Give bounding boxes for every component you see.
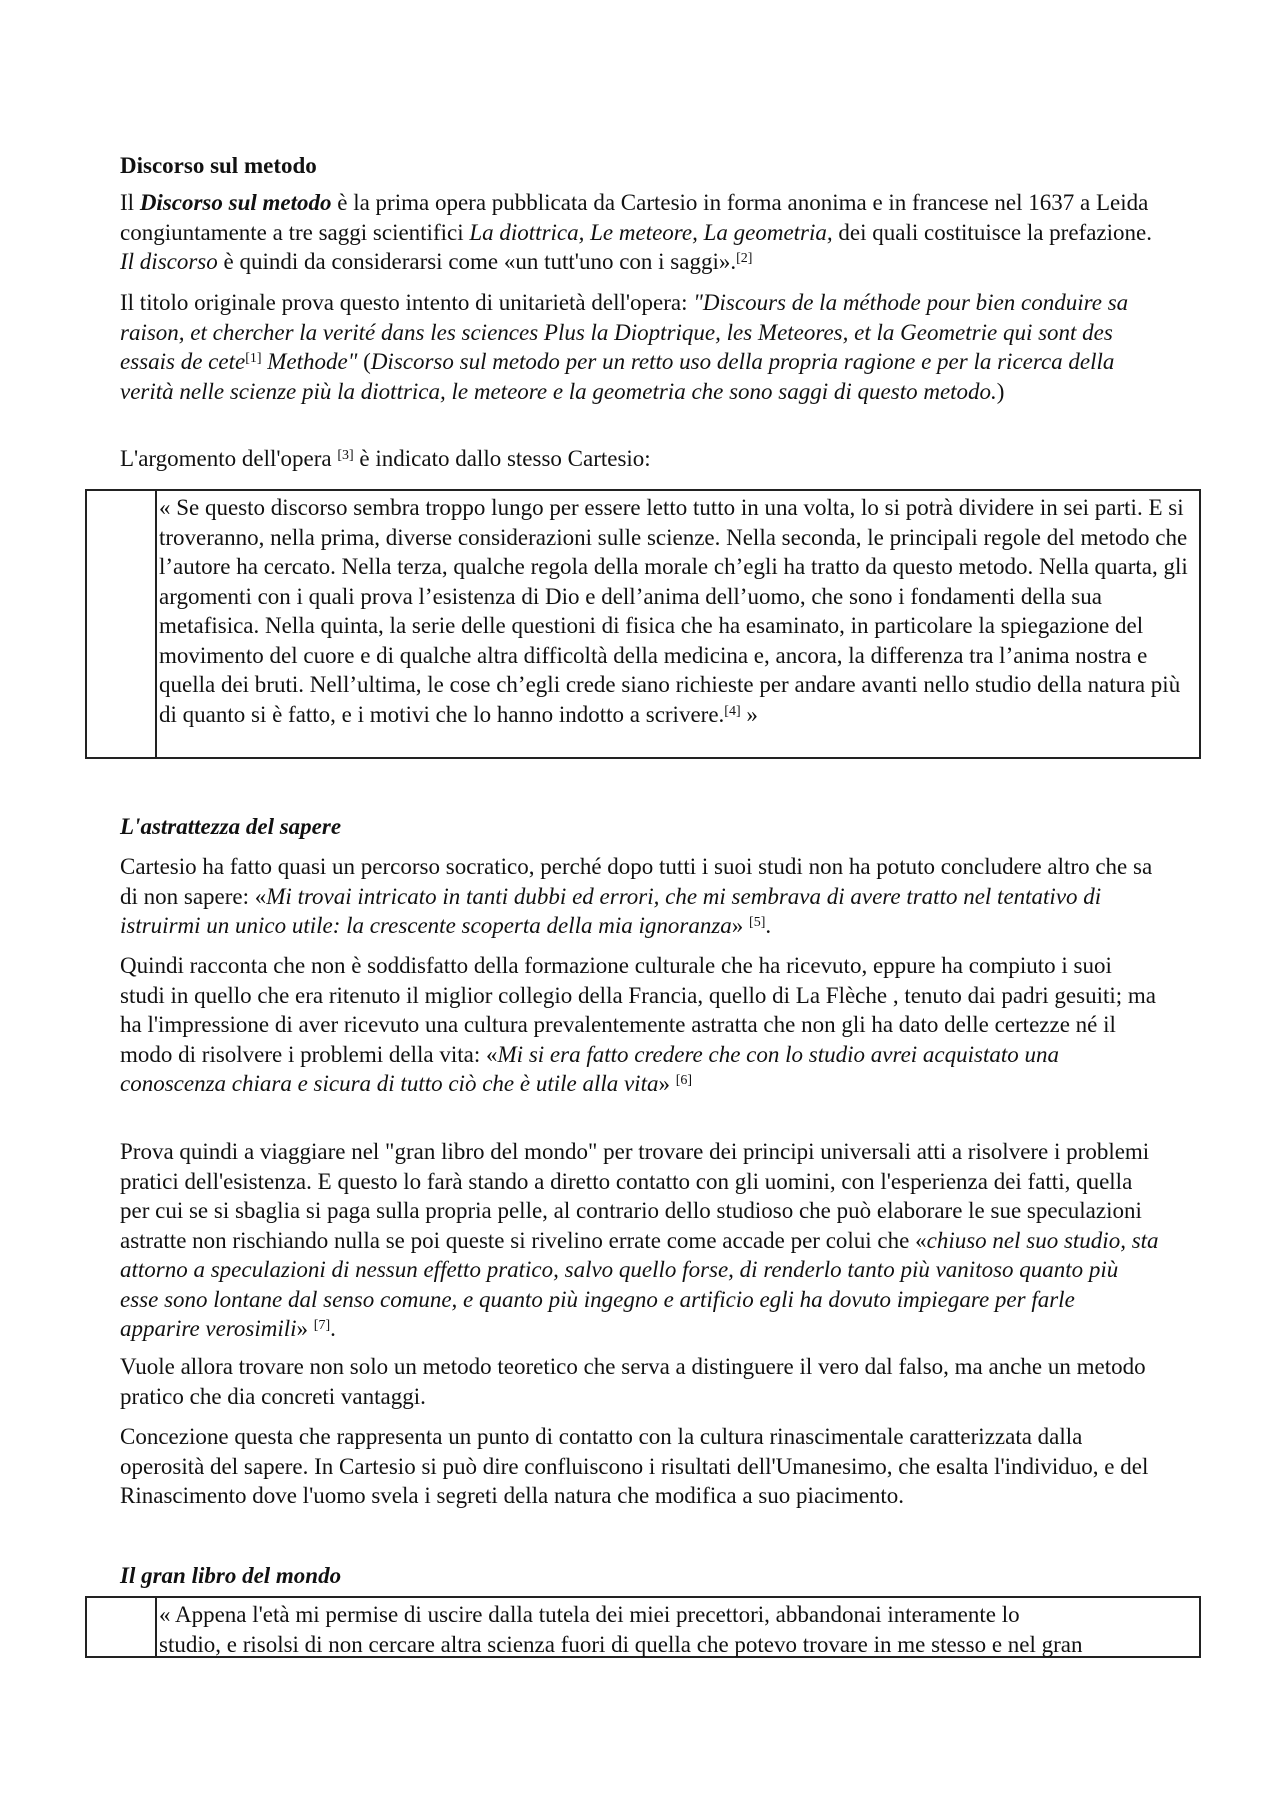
quote-gutter [87, 491, 157, 757]
paragraph-intro: Il Discorso sul metodo è la prima opera pubblicata da Cartesio in forma anonima e in francese nel 1637 a Leida congiuntamente a tre saggi scientifici La diottrica, Le meteore, La geometria, dei quali costituisce la prefazione. Il discorso è quindi da considerarsi come «un tutt'uno con i saggi».[2] [120, 190, 1152, 274]
section-heading-discorso: Discorso sul metodo [120, 153, 317, 178]
footnote-ref-4[interactable]: [4] [724, 703, 741, 719]
quote-line-2: studio, e risolsi di non cercare altra scienza fuori di quella che potevo trovare in me stesso e nel gran [159, 1631, 1083, 1657]
section-heading-astrattezza: L'astrattezza del sapere [120, 814, 342, 839]
paragraph-titolo: Il titolo originale prova questo intento di unitarietà dell'opera: "Discours de la méthode pour bien conduire sa raison, et chercher la verité dans les sciences Plus la Dioptrique, les Meteores, et la Geometrie qui sont des essais de cete[1] Methode" (Discorso sul metodo per un retto uso della propria ragione e per la ricerca della verità nelle scienze più la diottrica, le meteore e la geometria che sono saggi di questo metodo.) [120, 290, 1129, 404]
section-heading-gran-libro: Il gran libro del mondo [120, 1563, 342, 1588]
footnote-ref-3[interactable]: [3] [337, 448, 354, 463]
quote-gutter [87, 1598, 157, 1656]
footnote-ref-7[interactable]: [7] [313, 1318, 331, 1333]
quote-box-gran-libro [85, 1596, 1201, 1658]
paragraph-metodo-pratico: Vuole allora trovare non solo un metodo teoretico che serva a distinguere il vero dal falso, ma anche un metodo pratico che dia concreti vantaggi. [120, 1354, 1146, 1409]
paragraph-viaggiare: Prova quindi a viaggiare nel "gran libro del mondo" per trovare dei principi universali atti a risolvere i problemi pratici dell'esistenza. E questo lo farà stando a diretto contatto con gli uomini, con l'esperienza dei fatti, quella per cui se si sbaglia si paga sulla propria pelle, al contrario dello studioso che può elaborare le sue speculazioni astratte non rischiando nulla se poi queste si rivelino errate come accade per colui che «chiuso nel suo studio, sta attorno a speculazioni di nessun effetto pratico, salvo quello forse, di renderlo tanto più vanitoso quanto più esse sono lontane dal senso comune, e quanto più ingegno e artificio egli ha dovuto impiegare per farle apparire verosimili» [7]. [120, 1139, 1159, 1341]
quote-text [159, 1598, 1203, 1663]
footnote-ref-1[interactable]: [1] [245, 351, 262, 366]
footnote-ref-6[interactable]: [6] [675, 1073, 693, 1088]
quote-box-argomento [85, 489, 1201, 759]
footnote-ref-5[interactable]: [5] [749, 915, 766, 930]
paragraph-concezione: Concezione questa che rappresenta un punto di contatto con la cultura rinascimentale caratterizzata dalla operosità del sapere. In Cartesio si può dire confluiscono i risultati dell'Umanesimo, che esalta l'individuo, e del Rinascimento dove l'uomo svela i segreti della natura che modifica a suo piacimento. [120, 1424, 1149, 1508]
footnote-ref-2[interactable]: [2] [736, 251, 753, 266]
quote-line-1: « Appena l'età mi permise di uscire dalla tutela dei miei precettori, abbandonai interamente lo [159, 1602, 1020, 1627]
paragraph-argomento: L'argomento dell'opera [3] è indicato dallo stesso Cartesio: [120, 446, 651, 471]
paragraph-formazione: Quindi racconta che non è soddisfatto della formazione culturale che ha ricevuto, eppure ha compiuto i suoi studi in quello che era ritenuto il miglior collegio della Francia, quello di La Flèche , tenuto dai padri gesuiti; ma ha l'impressione di aver ricevuto una cultura prevalentemente astratta che non gli ha dato delle certezze né il modo di risolvere i problemi della vita: «Mi si era fatto credere che con lo studio avrei acquistato una conoscenza chiara e sicura di tutto ciò che è utile alla vita» [6] [120, 953, 1156, 1096]
quote-text: « Se questo discorso sembra troppo lungo per essere letto tutto in una volta, lo si potrà dividere in sei parti. E si troveranno, nella prima, diverse considerazioni sulle scienze. Nella seconda, le principali regole del metodo che l’autore ha cercato. Nella terza, qualche regola della morale ch’egli ha tratto da questo metodo. Nella quarta, gli argomenti con i quali prova l’esistenza di Dio e dell’anima dell’uomo, che sono i fondamenti della sua metafisica. Nella quinta, la serie delle questioni di fisica che ha esaminato, in particolare la spiegazione del movimento del cuore e di qualche altra difficoltà della medicina e, ancora, la differenza tra l’anima nostra e quella dei bruti. Nell’ultima, le cose ch’egli crede siano richieste per andare avanti nello studio della natura più di quanto si è fatto, e i motivi che lo hanno indotto a scrivere.[4] » [159, 495, 1188, 727]
paragraph-socratico: Cartesio ha fatto quasi un percorso socratico, perché dopo tutti i suoi studi non ha potuto concludere altro che sa di non sapere: «Mi trovai intricato in tanti dubbi ed errori, che mi sembrava di avere tratto nel tentativo di istruirmi un unico utile: la crescente scoperta della mia ignoranza» [5]. [120, 854, 1153, 938]
